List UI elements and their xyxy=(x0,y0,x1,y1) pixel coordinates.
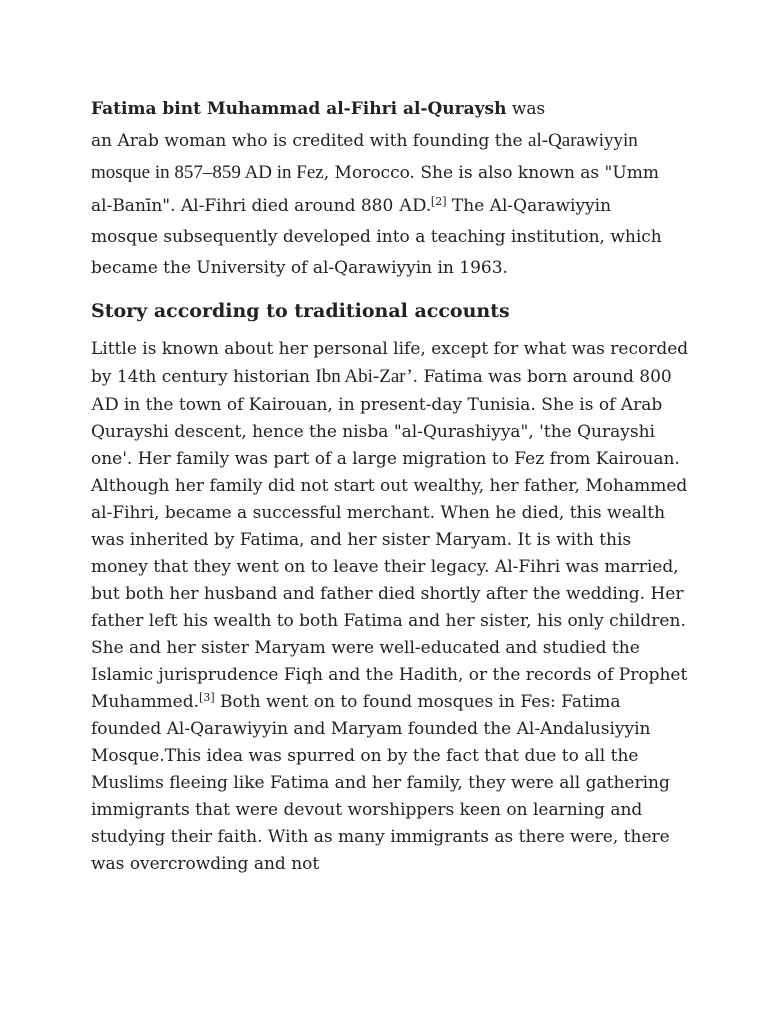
text-ad: AD xyxy=(91,394,119,416)
link-arab-qurayshi[interactable]: She is of Arab Qurayshi descent xyxy=(91,395,663,443)
intro-text-date: in 857–859 AD in Fez xyxy=(150,162,324,184)
intro-text: woman who is credited with founding the xyxy=(158,131,529,152)
intro-text: , Morocco. She is also known as "Umm al-Banīn". Al-Fihri died around 880 xyxy=(91,163,659,216)
intro-text: The Al-Qarawiyyin mosque subsequently developed into a teaching institution, which became the University of al-Qarawiyyin in 1963. xyxy=(91,195,662,279)
intro-text: was xyxy=(506,99,546,119)
intro-link-arab[interactable]: Arab xyxy=(117,131,159,152)
body-text: Little is known about her personal life, except for what was recorded by 14th century historian xyxy=(91,339,689,388)
section-paragraph xyxy=(91,336,691,878)
body-text: . Fatima was born around 800 xyxy=(412,367,672,388)
article xyxy=(91,94,691,878)
body-text: in the town of Kairouan, in present-day Tunisia. xyxy=(118,395,542,416)
body-text: , hence the nisba "al-Qurashiyya", 'the Qurayshi one'. Her family was part of a large migration to Fez from Kairouan. Although her family did not start out wealthy, her father, Mohammed al-Fihri, became a successful merchant. When he died, this wealth was inherited by Fatima, and her sister Maryam. It is with this money that they went on to leave their legacy. Al-Fihri was married, but both her husband and father died shortly after the wedding. Her father left his wealth to both Fatima and her sister, his only children. She and her sister Maryam were well-educated and studied the Islamic jurisprudence Fiqh and the Hadith, or the records of Prophet Muhammed. xyxy=(91,422,688,713)
intro-text-ad: AD. xyxy=(398,194,431,216)
intro-paragraph xyxy=(91,94,676,284)
reference-2[interactable]: [2] xyxy=(430,194,447,208)
subject-name: Fatima bint Muhammad al-Fihri al-Quraysh xyxy=(91,99,507,119)
link-ibn-abi-zar[interactable]: Ibn Abi-Zar’ xyxy=(315,366,413,388)
reference-3[interactable]: [3] xyxy=(199,691,215,705)
body-text: Both went on to found mosques in Fes: Fatima founded Al-Qarawiyyin and Maryam founded the Al-Andalusiyyin Mosque.This idea was spurred on by the fact that due to all the Muslims fleeing like Fatima and her family, they were all gathering immigrants that were devout worshippers keen on learning and studying their faith. With as many immigrants as there were, there was overcrowding and not xyxy=(91,692,670,875)
intro-text: an xyxy=(91,131,118,152)
intro-link-mosque[interactable]: al-Qarawiyyin mosque xyxy=(91,130,638,184)
section-heading: Story according to traditional accounts xyxy=(91,300,510,323)
